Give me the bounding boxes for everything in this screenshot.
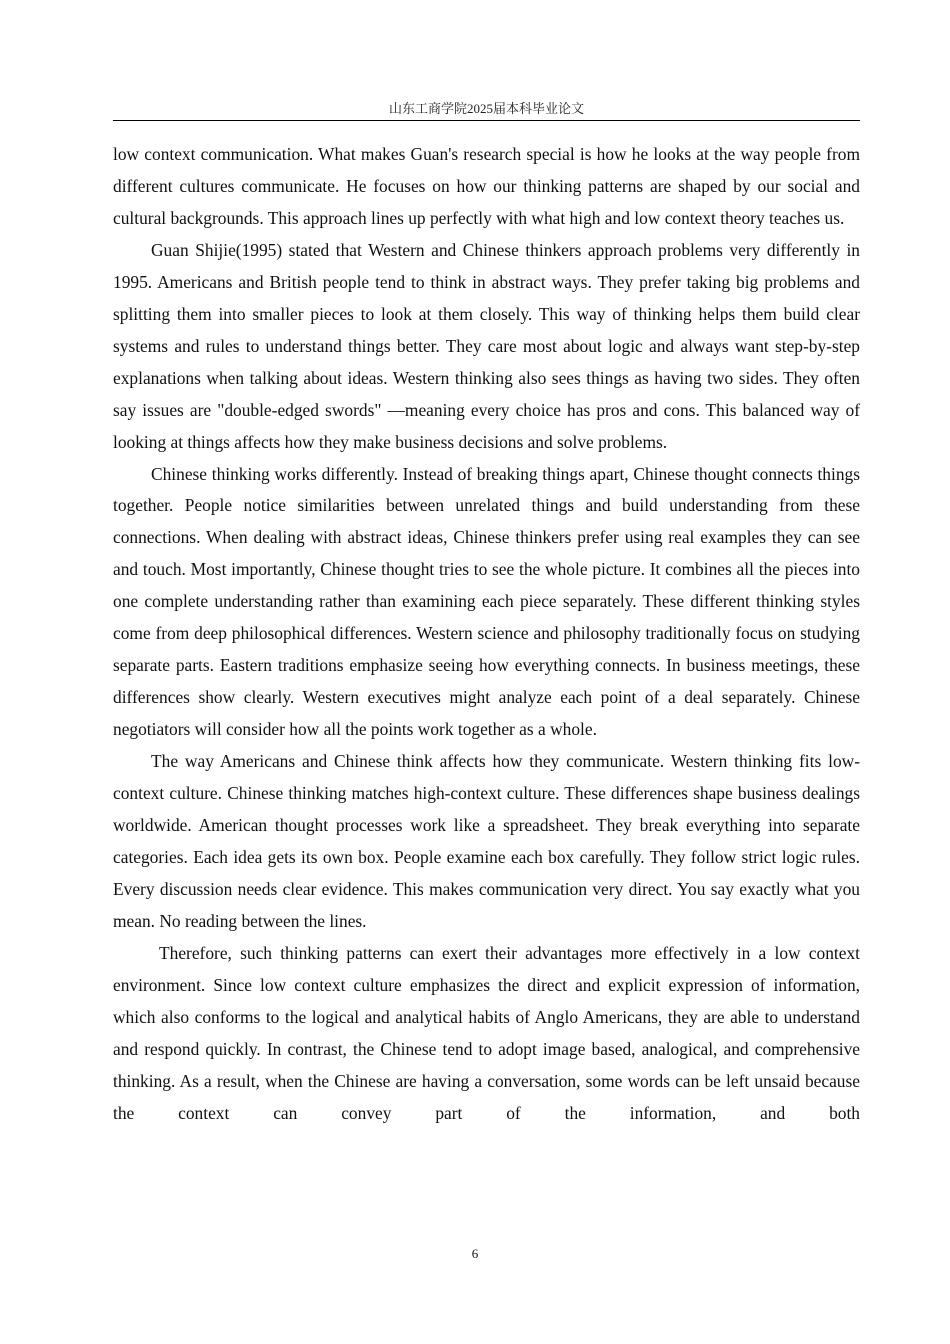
paragraph-communication-styles: The way Americans and Chinese think affects how they communicate. Western thinking fits low-context culture. Chinese thinking matches high-context culture. These differences shape business dealings worldwide. American thought processes work like a spreadsheet. They break everything into separate categories. Each idea gets its own box. People examine each box carefully. They follow strict logic rules. Every discussion needs clear evidence. This makes communication very direct. You say exactly what you mean. No reading between the lines. (113, 751, 860, 931)
page-number: 6 (471, 1246, 479, 1261)
body-text (113, 139, 860, 1130)
page-header: 山东工商学院2025届本科毕业论文 (388, 101, 584, 116)
paragraph-guan-shijie: Guan Shijie(1995) stated that Western and Chinese thinkers approach problems very differently in 1995. Americans and British people tend to think in abstract ways. They prefer taking big problems and splitting them into smaller pieces to look at them closely. This way of thinking helps them build clear systems and rules to understand things better. They care most about logic and always want step-by-step explanations when talking about ideas. Western thinking also sees things as having two sides. They often say issues are "double-edged swords" —meaning every choice has pros and cons. This balanced way of looking at things affects how they make business decisions and solve problems. (113, 239, 860, 452)
paragraph-chinese-thinking: Chinese thinking works differently. Instead of breaking things apart, Chinese thought connects things together. People notice similarities between unrelated things and build understanding from these connections. When dealing with abstract ideas, Chinese thinkers prefer using real examples they can see and touch. Most importantly, Chinese thought tries to see the whole picture. It combines all the pieces into one complete understanding rather than examining each piece separately. These different thinking styles come from deep philosophical differences. Western science and philosophy traditionally focus on studying separate parts. Eastern traditions emphasize seeing how everything connects. In business meetings, these differences show clearly. Western executives might analyze each point of a deal separately. Chinese negotiators will consider how all the points work together as a whole. (113, 463, 860, 740)
header-divider (113, 120, 860, 121)
paragraph-continuation: low context communication. What makes Guan's research special is how he looks at the way people from different cultures communicate. He focuses on how our thinking patterns are shaped by our social and cultural backgrounds. This approach lines up perfectly with what high and low context theory teaches us. (113, 144, 860, 228)
paragraph-therefore: Therefore, such thinking patterns can exert their advantages more effectively in a low context environment. Since low context culture emphasizes the direct and explicit expression of information, which also conforms to the logical and analytical habits of Anglo Americans, they are able to understand and respond quickly. In contrast, the Chinese tend to adopt image based, analogical, and comprehensive thinking. As a result, when the Chinese are having a conversation, some words can be left unsaid because the context can convey part of the information, and both (113, 942, 860, 1123)
